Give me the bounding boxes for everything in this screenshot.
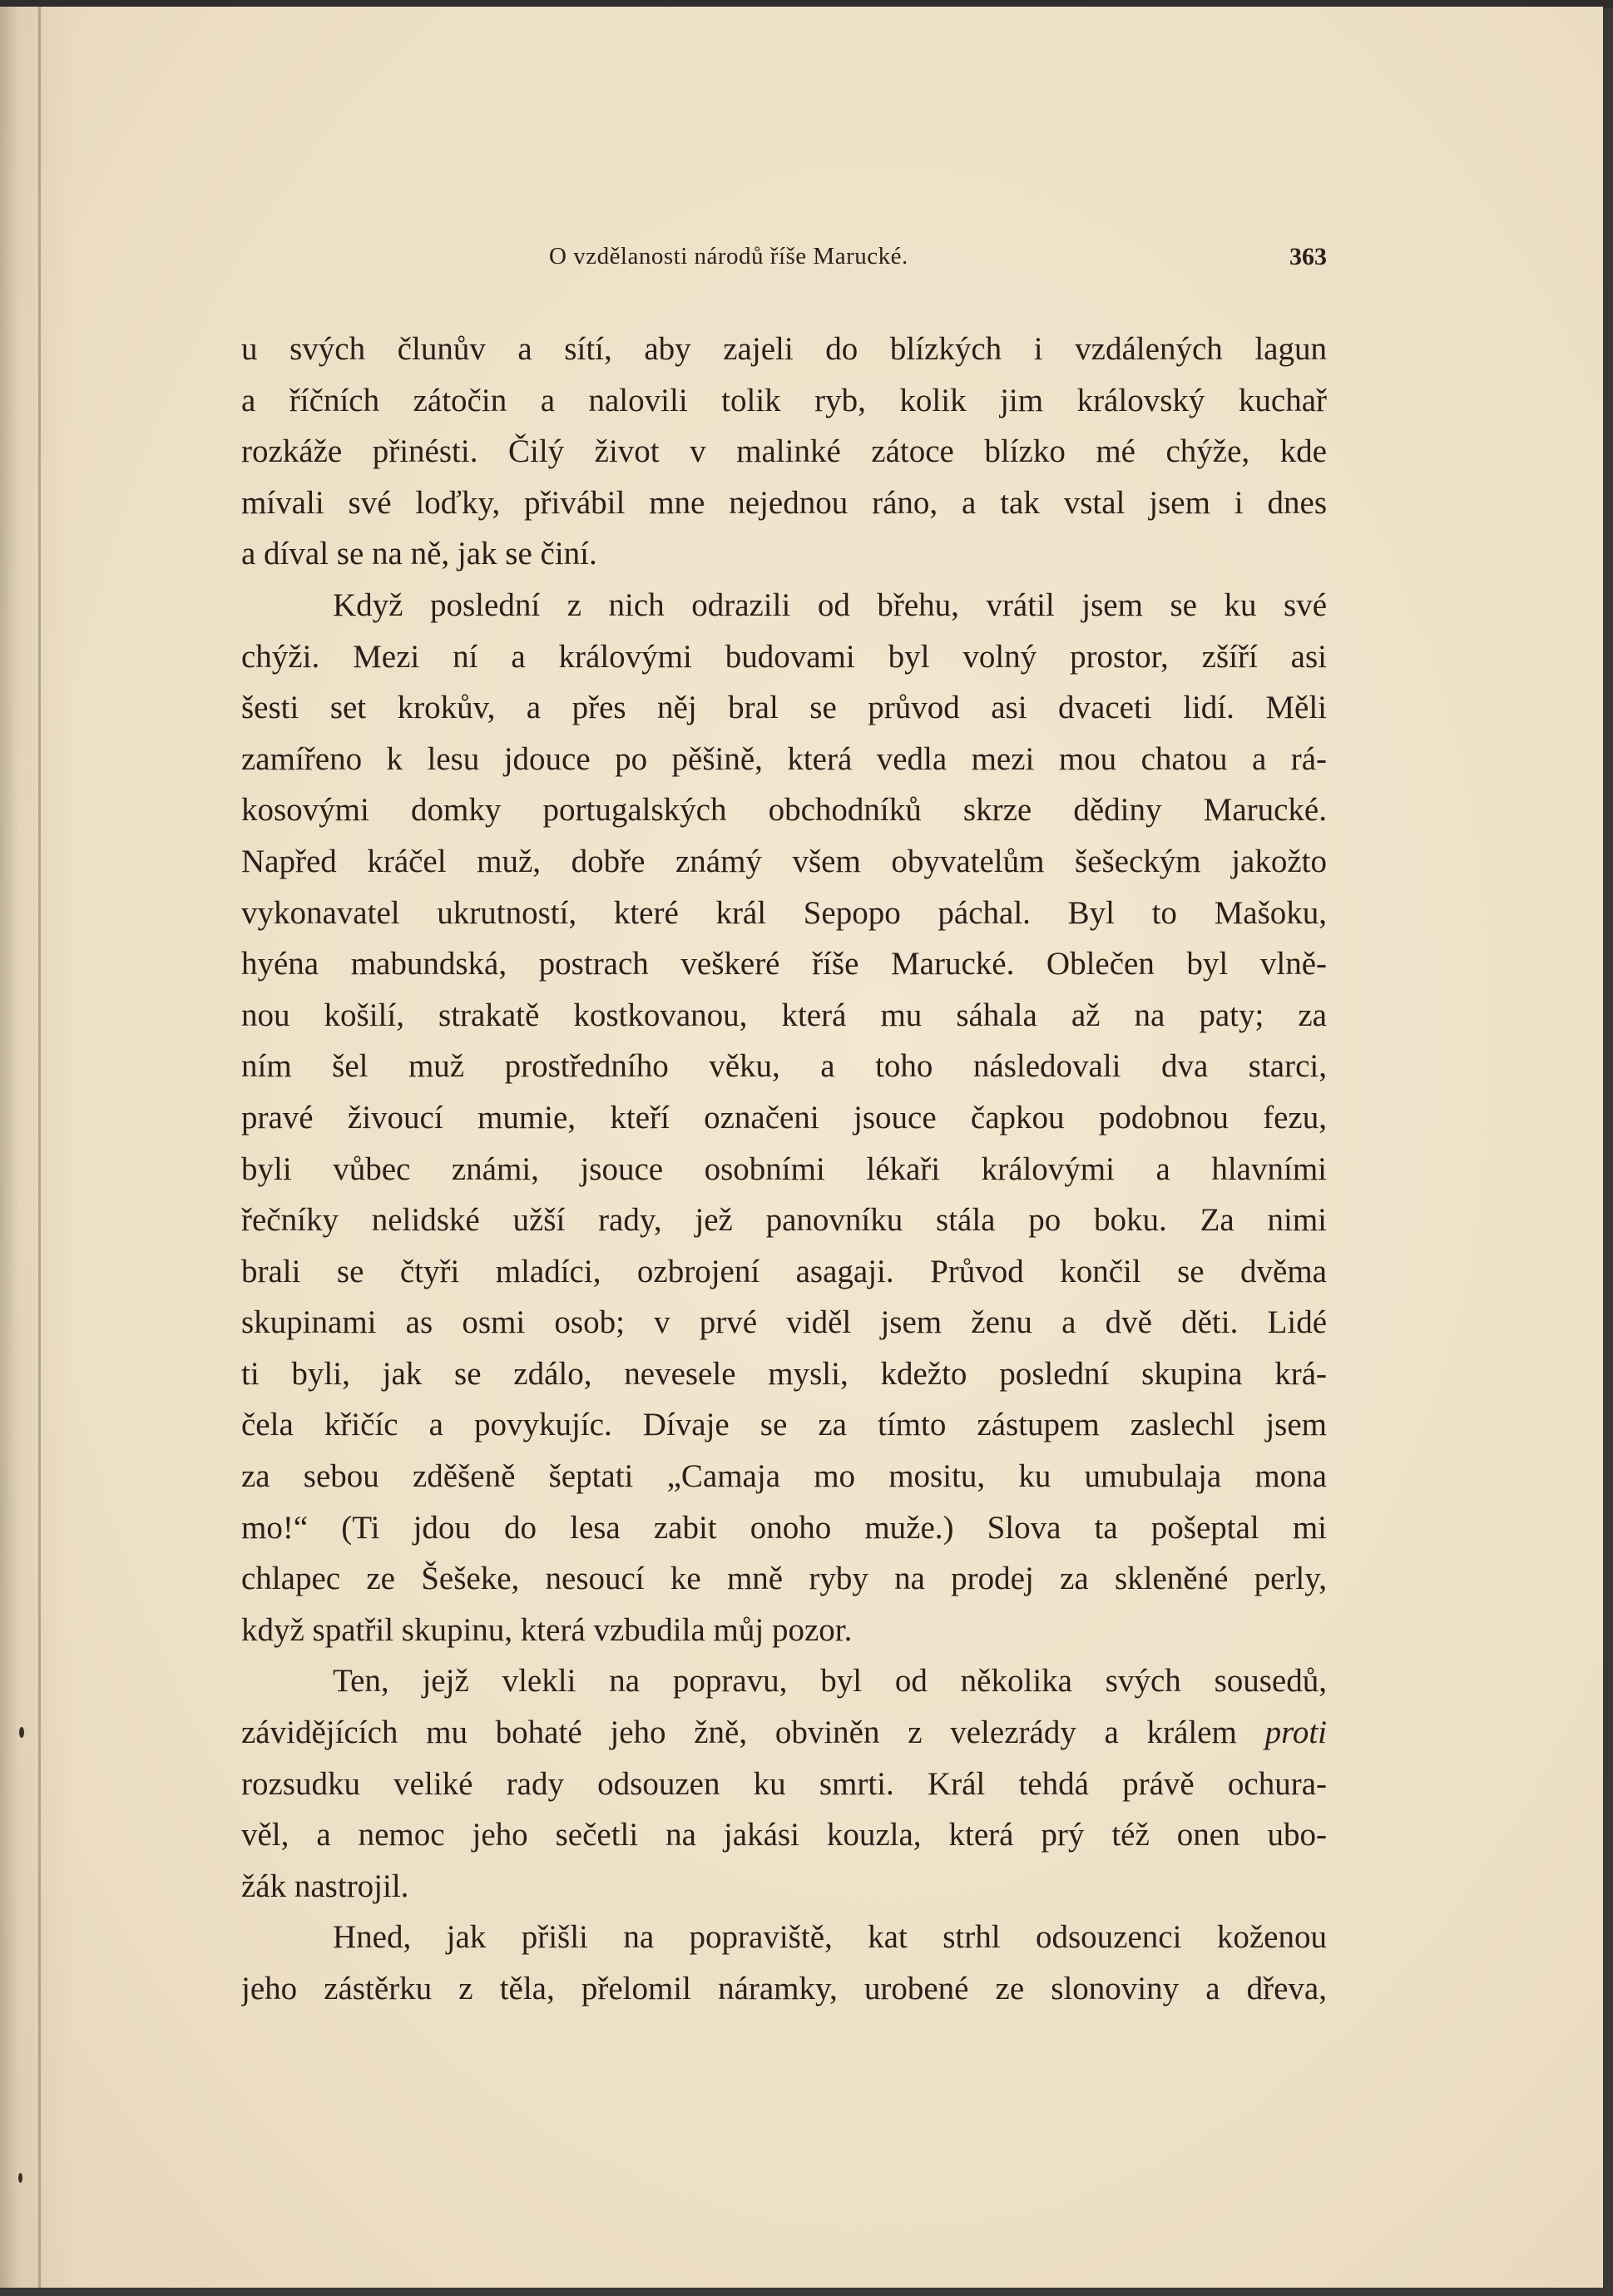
text-line: mo!“ (Ti jdou do lesa zabit onoho muže.) Slova ta pošeptal mi — [241, 1509, 1327, 1546]
text-line: Když poslední z nich odrazili od břehu, vrátil jsem se ku své — [333, 586, 1327, 623]
text-line: Hned, jak přišli na popraviště, kat strhl odsouzenci koženou — [333, 1919, 1327, 1956]
text-line: rozsudku veliké rady odsouzen ku smrti. Král tehdá právě ochura- — [241, 1765, 1327, 1802]
text-line: skupinami as osmi osob; v prvé viděl jsem ženu a dvě děti. Lidé — [241, 1304, 1327, 1341]
italic-word: proti — [1264, 1715, 1327, 1751]
text-line: ti byli, jak se zdálo, nevesele mysli, kdežto poslední skupina krá- — [241, 1355, 1327, 1392]
text-line: za sebou zděšeně šeptati „Camaja mo mositu, ku umubulaja mona — [241, 1458, 1327, 1495]
text-line: chýži. Mezi ní a královými budovami byl volný prostor, zšíří asi — [241, 638, 1327, 675]
text-line: Napřed kráčel muž, dobře známý všem obyvatelům šešeckým jakožto — [241, 843, 1327, 879]
text-line: ním šel muž prostředního věku, a toho následovali dva starci, — [241, 1048, 1327, 1085]
ink-speck — [18, 2173, 22, 2183]
text-line: jeho zástěrku z těla, přelomil náramky, urobené ze slonoviny a dřeva, — [241, 1971, 1327, 2007]
text-line: nou košilí, strakatě kostkovanou, která mu sáhala až na paty; za — [241, 997, 1327, 1033]
text-line: šesti set krokův, a přes něj bral se průvod asi dvaceti lidí. Měli — [241, 690, 1327, 726]
binding-gutter — [38, 7, 41, 2288]
text-line: řečníky nelidské užší rady, jež panovníku stála po boku. Za nimi — [241, 1202, 1327, 1239]
text-line: a díval se na ně, jak se činí. — [241, 536, 597, 572]
running-title: O vzdělanosti národů říše Marucké. — [549, 243, 908, 270]
text-line: rozkáže přinésti. Čilý život v malinké zátoce blízko mé chýže, kde — [241, 433, 1327, 470]
text-line: hyéna mabundská, postrach veškeré říše Marucké. Oblečen byl vlně- — [241, 946, 1327, 982]
text-line: Ten, jejž vlekli na popravu, byl od několika svých sousedů, — [333, 1663, 1327, 1700]
text-line: brali se čtyři mladíci, ozbrojení asagaji. Průvod končil se dvěma — [241, 1253, 1327, 1289]
text-line: zamířeno k lesu jdouce po pěšině, která vedla mezi mou chatou a rá- — [241, 740, 1327, 777]
text-line: vykonavatel ukrutností, které král Sepopo páchal. Byl to Mašoku, — [241, 894, 1327, 931]
text-line: když spatřil skupinu, která vzbudila můj pozor. — [241, 1611, 853, 1648]
text-line: mívali své loďky, přivábil mne nejednou ráno, a tak vstal jsem i dnes — [241, 484, 1327, 521]
text-line: žák nastrojil. — [241, 1868, 409, 1904]
page-number: 363 — [1289, 243, 1327, 270]
text-line: chlapec ze Šešeke, nesoucí ke mně ryby na prodej za skleněné perly, — [241, 1561, 1327, 1597]
text-line: věl, a nemoc jeho sečetli na jakási kouzla, která prý též onen ubo- — [241, 1817, 1327, 1853]
ink-speck — [19, 1727, 24, 1738]
text-line — [241, 1707, 1327, 1759]
running-header — [241, 243, 1327, 276]
text-line: kosovými domky portugalských obchodníků skrze dědiny Marucké. — [241, 792, 1327, 829]
line-text: závidějících mu bohaté jeho žně, obviněn z velezrády a králem — [241, 1715, 1237, 1751]
body-text — [241, 324, 1327, 2015]
text-line: byli vůbec známi, jsouce osobními lékaři královými a hlavními — [241, 1150, 1327, 1187]
text-line: u svých člunův a sítí, aby zajeli do blízkých i vzdálených lagun — [241, 331, 1327, 367]
book-page — [0, 7, 1603, 2288]
text-line: čela křičíc a povykujíc. Dívaje se za tímto zástupem zaslechl jsem — [241, 1407, 1327, 1443]
text-line: a říčních zátočin a nalovili tolik ryb, kolik jim královský kuchař — [241, 382, 1327, 418]
text-line: pravé živoucí mumie, kteří označeni jsouce čapkou podobnou fezu, — [241, 1099, 1327, 1136]
